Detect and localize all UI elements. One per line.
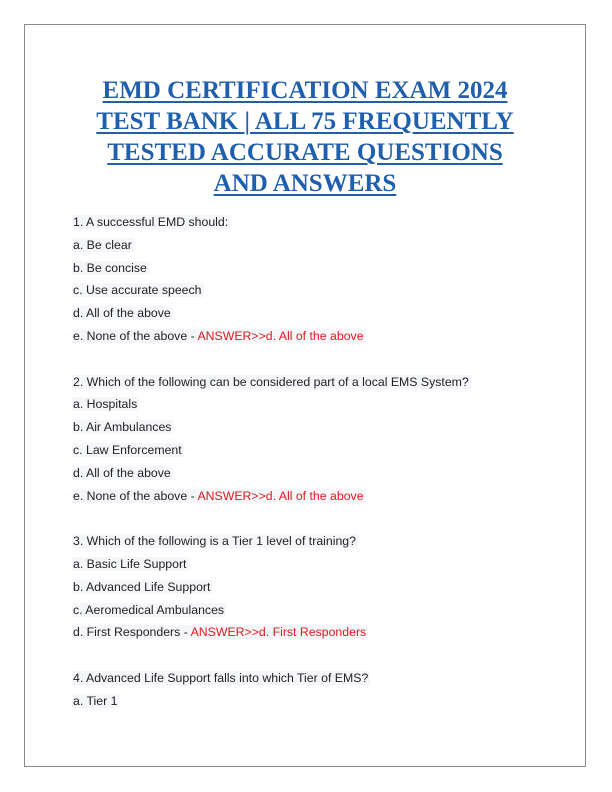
option-text: d. All of the above xyxy=(73,465,171,480)
title-line: AND ANSWERS xyxy=(213,170,397,197)
title-line: EMD CERTIFICATION EXAM 2024 xyxy=(102,77,508,104)
title-line: TESTED ACCURATE QUESTIONS xyxy=(107,139,503,166)
option-text: a. Tier 1 xyxy=(73,693,118,708)
answer-text: ANSWER>>d. First Responders xyxy=(190,625,367,640)
option-text: c. Use accurate speech xyxy=(73,283,202,298)
option-text: e. None of the above xyxy=(73,328,188,343)
option-text: d. All of the above xyxy=(73,306,171,321)
question-block-2 xyxy=(72,375,562,503)
spacer xyxy=(72,352,562,375)
option-text: a. Hospitals xyxy=(73,397,138,412)
answer-separator: - xyxy=(187,328,198,343)
option-text: b. Air Ambulances xyxy=(73,420,172,435)
document-page xyxy=(24,24,586,767)
title-line: TEST BANK | ALL 75 FREQUENTLY xyxy=(96,108,514,135)
option-text: c. Aeromedical Ambulances xyxy=(73,602,225,617)
answer-separator: - xyxy=(180,625,191,640)
option-text: a. Be clear xyxy=(73,237,132,252)
option-text: b. Advanced Life Support xyxy=(73,579,211,594)
answer-text: ANSWER>>d. All of the above xyxy=(197,488,364,503)
option-text: a. Basic Life Support xyxy=(73,556,187,571)
option-text: e. None of the above xyxy=(73,488,188,503)
option-text: c. Law Enforcement xyxy=(73,442,182,457)
question-text: 2. Which of the following can be considered part of a local EMS System? xyxy=(73,374,469,389)
question-block-4 xyxy=(72,671,562,708)
document-title xyxy=(65,75,545,199)
spacer xyxy=(72,511,562,534)
answer-separator: - xyxy=(187,488,198,503)
answer-text: ANSWER>>d. All of the above xyxy=(197,328,364,343)
option-text: b. Be concise xyxy=(73,260,147,275)
question-block-1 xyxy=(72,215,562,343)
option-with-answer xyxy=(72,329,562,343)
question-text: 3. Which of the following is a Tier 1 level of training? xyxy=(73,534,356,549)
question-text: 4. Advanced Life Support falls into which Tier of EMS? xyxy=(73,670,369,685)
question-text: 1. A successful EMD should: xyxy=(73,215,229,229)
question-list xyxy=(72,215,562,717)
option-text: d. First Responders xyxy=(73,625,181,640)
option-with-answer xyxy=(72,625,562,639)
spacer xyxy=(72,648,562,671)
option-with-answer xyxy=(72,489,562,503)
question-block-3 xyxy=(72,534,562,639)
